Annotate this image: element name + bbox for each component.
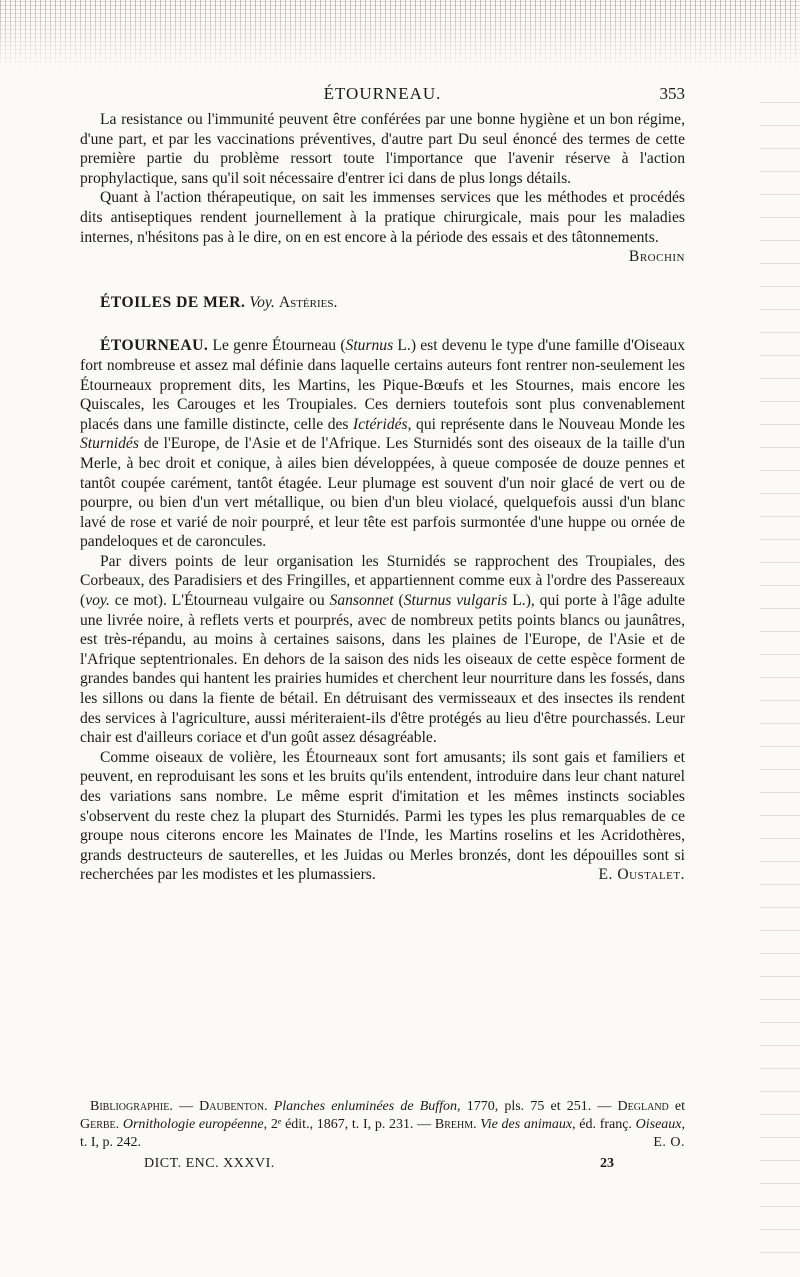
page-footer	[80, 1156, 685, 1176]
text-run: Comme oiseaux de volière, les Étourneaux sont fort amusants; ils sont gais et familiers et peuvent, en reproduisant les sons et les bruits qu'ils entendent, introduire dans leur chant naturel des variations sans nombre. Le même esprit d'imitation et les mêmes instincts sociables s'observent du reste chez la plupart des Sturnidés. Parmi les types les plus remarquables de ce groupe nous citerons encore les Mainates de l'Inde, les Martins roselins et les Acridothères, grands destructeurs de sauterelles, et les Juidas ou Merles bronzés, dont les dépouilles sont si recherchées par les modistes et les plumassiers.	[80, 748, 685, 884]
entry-headword: ÉTOURNEAU.	[100, 337, 209, 355]
italic-term: Sturnidés	[80, 435, 139, 453]
scan-edge-right	[760, 80, 800, 1270]
cross-reference-target: Astéries.	[278, 293, 338, 311]
text-run: Par divers points de leur organisation les Sturnidés se rapprochent des Troupiales, des Corbeaux, des Paradisiers et des Fringilles, et appartiennent comme eux à l'ordre des Passereaux (	[80, 552, 685, 610]
entry-etoiles-de-mer	[80, 293, 685, 313]
spacer	[80, 312, 685, 336]
bibliography-text	[80, 1098, 685, 1152]
work-title: Ornithologie européenne	[119, 1117, 264, 1132]
author-name: Degland	[617, 1099, 669, 1114]
article-body	[80, 110, 685, 885]
author-signature-oustalet: E. Oustalet.	[598, 866, 685, 884]
paragraph-etourneau-genre	[80, 336, 685, 552]
scan-noise-top	[0, 0, 800, 70]
italic-term: Ictéridés	[353, 415, 408, 433]
running-title: ÉTOURNEAU.	[323, 84, 442, 103]
author-name: Gerbe.	[80, 1117, 120, 1132]
text-run: , 1770, pls. 75 et 251. —	[457, 1099, 618, 1114]
paragraph-etourneau-organisation	[80, 552, 685, 748]
bibliography-label: Bibliographie.	[90, 1099, 173, 1114]
italic-term: Sturnus vulgaris	[403, 592, 508, 610]
work-title: Vie des animaux	[476, 1117, 573, 1132]
author-signature-brochin: Brochin	[628, 248, 685, 266]
gathering-number: 23	[600, 1156, 614, 1171]
work-title: Planches enluminées de Buffon	[267, 1099, 458, 1114]
text-run: L.) est devenu le type d'une famille d'Oiseaux fort nombreuse et assez mal définie dans laquelle certains auteurs font rentrer non-seulement les Étourneaux proprement dits, les Martins, les Pique-Bœufs et les Stournes, mais encore les Quiscales, les Carouges et les Troupiales. Ces derniers toutefois sont plus convenablement placés dans une famille distincte, celle des	[80, 337, 686, 433]
paragraph-resistance: La resistance ou l'immunité peuvent être conférées par une bonne hygiène et un bon régime, d'une part, et par les vaccinations préventives, d'autre part Du seul énoncé des termes de cette première partie du problème ressort toute l'importance que l'avenir réserve à l'action prophylactique, sans qu'il soit nécessaire d'entrer ici dans de plus longs détails.	[80, 111, 685, 187]
work-title: Oiseaux	[635, 1117, 682, 1132]
bibliography	[80, 1098, 685, 1152]
text-run: Le genre Étourneau (	[212, 337, 346, 355]
page-header	[80, 84, 685, 106]
spacer	[80, 267, 685, 293]
text-run: ce mot). L'Étourneau vulgaire ou	[109, 592, 330, 610]
cross-reference-voy: Voy.	[249, 293, 275, 311]
text-run: L.), qui porte à l'âge adulte une livrée noire, à reflets verts et pourprés, avec de nombreux petits points blancs ou jaunâtres, est très-répandu, au moins à certaines saisons, dans les plaines de l'Europe, de l'Asie et de l'Afrique septentrionales. En dehors de la saison des nids les oiseaux de cette espèce forment de grandes bandes qui hantent les prairies humides et cherchent leur nourriture dans les fossés, dans les sillons ou dans la fiente de bétail. En détruisant des vermisseaux et des insectes ils rendent des services à l'agriculture, aussi mériteraient-ils d'être protégés au lieu d'être pourchassés. Leur chair est d'ailleurs coriace et d'un goût assez désagréable.	[80, 592, 686, 747]
italic-term: Sansonnet	[329, 592, 394, 610]
paragraph-etourneau-voliere	[80, 748, 685, 885]
text-run: , t. I, p. 242.	[80, 1117, 686, 1150]
text-run: —	[172, 1099, 200, 1114]
author-name: Brehm.	[434, 1117, 477, 1132]
text-run: , qui représente dans le Nouveau Monde les	[407, 415, 685, 433]
italic-term: voy.	[85, 592, 110, 610]
text-run: et	[668, 1099, 686, 1114]
page-number: 353	[659, 84, 685, 103]
text-run: , 2ᵉ édit., 1867, t. I, p. 231. —	[263, 1117, 435, 1132]
signature-mark: DICT. ENC. XXXVI.	[144, 1156, 275, 1171]
bibliography-signature: E. O.	[653, 1135, 685, 1150]
text-run: (	[393, 592, 404, 610]
text-run: de l'Europe, de l'Asie et de l'Afrique. Les Sturnidés sont des oiseaux de la taille d'un Merle, à bec droit et conique, à ailes bien développées, à queue composée de douze pennes et tantôt coupée carément, tantôt étagée. Leur plumage est souvent d'un noir glacé de vert ou de pourpre, ou bien d'un vert métallique, ou bien d'un bleu violacé, quelquefois aussi d'un blanc lavé de rose et varié de noir pourpré, et leur tête est parfois surmontée d'une huppe ou ornée de pandeloques et de caroncules.	[80, 435, 685, 551]
paragraph-therapeutique-text: Quant à l'action thérapeutique, on sait les immenses services que les méthodes et procédés dits antiseptiques rendent journellement à la pratique chirurgicale, mais pour les maladies internes, n'hésitons pas à le dire, on en est encore à la période des essais et des tâtonnements.	[80, 189, 685, 246]
paragraph-therapeutique	[80, 188, 685, 266]
text-run: , éd. franç.	[572, 1117, 636, 1132]
author-name: Daubenton.	[199, 1099, 268, 1114]
italic-term: Sturnus	[345, 337, 394, 355]
entry-headword: ÉTOILES DE MER.	[100, 293, 246, 311]
